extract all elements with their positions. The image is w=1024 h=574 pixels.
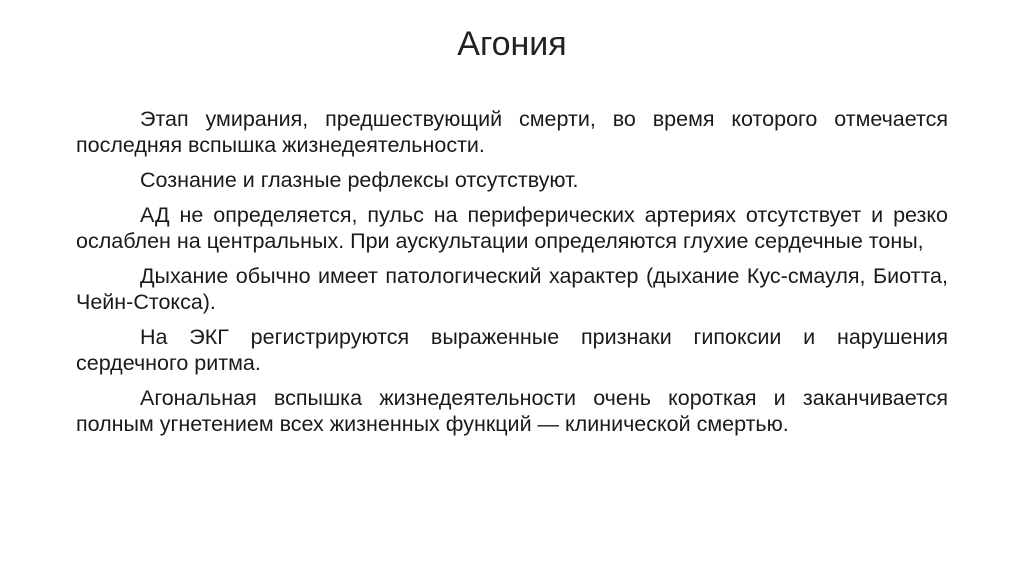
- paragraph-ecg: На ЭКГ регистрируются выраженные признаки гипоксии и нарушения сердечного ритма.: [76, 325, 948, 375]
- paragraph-consciousness: Сознание и глазные рефлексы отсутствуют.: [140, 168, 579, 192]
- slide-body: [76, 106, 948, 446]
- slide-title: Агония: [457, 25, 567, 63]
- paragraph-agonal-flash: Агональная вспышка жизнедеятельности очень короткая и заканчивается полным угнетением всех жизненных функций — клинической смертью.: [76, 386, 948, 436]
- paragraph-definition: Этап умирания, предшествующий смерти, во время которого отмечается последняя вспышка жизнедеятельности.: [76, 107, 948, 157]
- paragraph-blood-pressure: АД не определяется, пульс на периферических артериях отсутствует и резко ослаблен на центральных. При аускультации определяются глухие сердечные тоны,: [76, 203, 948, 253]
- paragraph-breathing: Дыхание обычно имеет патологический характер (дыхание Кус-смауля, Биотта, Чейн-Стокса).: [76, 264, 948, 314]
